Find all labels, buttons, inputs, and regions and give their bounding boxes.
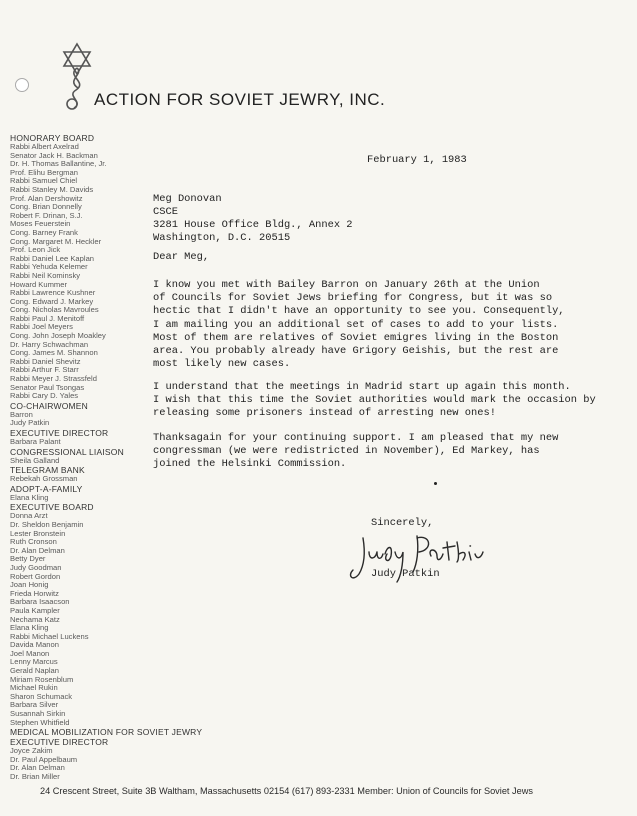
board-member: Elana Kling xyxy=(10,492,49,502)
board-member: Lenny Marcus xyxy=(10,657,58,667)
board-member: Prof. Elihu Bergman xyxy=(10,167,78,177)
board-member: Dr. Brian Miller xyxy=(10,772,60,781)
board-member: Rabbi Samuel Chiel xyxy=(10,176,78,186)
letter-date: February 1, 1983 xyxy=(367,154,467,166)
address-line: 3281 House Office Bldg., Annex 2 xyxy=(153,219,353,231)
board-member: Elana Kling xyxy=(10,623,49,633)
board-member: Gerald Naplan xyxy=(10,666,59,676)
signature-name: Judy Patkin xyxy=(371,568,440,580)
board-group xyxy=(10,133,148,401)
paragraph-line: joined the Helsinki Commission. xyxy=(153,458,347,471)
body-paragraph xyxy=(153,381,596,421)
board-group xyxy=(10,401,148,428)
board-member: Robert F. Drinan, S.J. xyxy=(10,210,83,220)
board-member: Rabbi Paul J. Menitoff xyxy=(10,313,85,323)
paragraph-line: I understand that the meetings in Madrid start up again this month. xyxy=(153,381,571,393)
closing: Sincerely, xyxy=(371,517,434,529)
board-member: Rabbi Meyer J. Strassfeld xyxy=(10,374,97,384)
board-group-title: EXECUTIVE BOARD xyxy=(10,502,94,513)
board-member: Dr. Sheldon Benjamin xyxy=(10,519,84,529)
board-member: Michael Rukin xyxy=(10,683,58,693)
board-group xyxy=(10,737,148,781)
board-group-title: MEDICAL MOBILIZATION FOR SOVIET JEWRY xyxy=(10,727,203,738)
board-group xyxy=(10,484,148,503)
board-group-title: HONORARY BOARD xyxy=(10,133,95,143)
salutation: Dear Meg, xyxy=(153,251,210,263)
board-member: Dr. Alan Delman xyxy=(10,545,65,555)
board-member: Rabbi Daniel Lee Kaplan xyxy=(10,253,95,263)
body-paragraph xyxy=(153,432,558,472)
footer-address: 24 Crescent Street, Suite 3B Waltham, Massachusetts 02154 (617) 893-2331 Member: Union of Councils for Soviet Jews xyxy=(40,786,533,796)
board-member: Dr. Alan Delman xyxy=(10,763,65,773)
paragraph-line: I wish that this time the Soviet authorities would mark the occasion by xyxy=(153,394,596,407)
board-member: Rabbi Cary D. Yales xyxy=(10,391,79,401)
board-member: Lester Bronstein xyxy=(10,528,66,538)
board-member: Joyce Zakim xyxy=(10,746,53,756)
board-member: Stephen Whitfield xyxy=(10,717,70,727)
paragraph-line: area. You probably already have Grigory Geishis, but the rest are xyxy=(153,345,559,358)
board-member: Betty Dyer xyxy=(10,554,46,564)
board-member: Ruth Cronson xyxy=(10,537,57,547)
paragraph-line: of Councils for Soviet Jews briefing for Congress, but it was so xyxy=(153,292,553,305)
address-line: Meg Donovan xyxy=(153,193,222,205)
board-member: Frieda Horwitz xyxy=(10,588,59,598)
board-member: Sharon Schumack xyxy=(10,691,73,701)
board-group-title: ADOPT-A-FAMILY xyxy=(10,483,83,494)
ink-dot xyxy=(434,482,437,485)
board-member: Rabbi Stanley M. Davids xyxy=(10,184,94,194)
board-member: Cong. Nicholas Mavroules xyxy=(10,305,99,315)
board-member: Sheila Galland xyxy=(10,455,60,465)
board-member: Cong. Barney Frank xyxy=(10,227,78,237)
board-group xyxy=(10,727,203,738)
address-line: Washington, D.C. 20515 xyxy=(153,232,291,244)
board-member: Cong. Margaret M. Heckler xyxy=(10,236,102,246)
board-group-title: TELEGRAM BANK xyxy=(10,465,85,476)
board-member: Howard Kummer xyxy=(10,279,67,289)
board-group-title: EXECUTIVE DIRECTOR xyxy=(10,428,109,438)
punch-hole xyxy=(15,78,29,92)
board-member: Prof. Alan Dershowitz xyxy=(10,193,83,203)
paragraph-line: congressman (we were redistricted in November), Ed Markey, has xyxy=(153,445,540,458)
organization-name: ACTION FOR SOVIET JEWRY, INC. xyxy=(94,90,386,109)
board-member: Robert Gordon xyxy=(10,571,61,581)
board-member: Miriam Rosenblum xyxy=(10,674,74,684)
board-group xyxy=(10,465,148,484)
paragraph-line: I know you met with Bailey Barron on January 26th at the Union xyxy=(153,279,540,291)
board-group xyxy=(10,502,148,727)
board-member: Rabbi Albert Axelrad xyxy=(10,142,79,151)
paragraph-line: I am mailing you an additional set of cases to add to your lists. xyxy=(153,318,559,331)
board-member: Cong. John Joseph Moakley xyxy=(10,331,106,341)
board-member: Rebekah Grossman xyxy=(10,474,78,484)
board-member: Nechama Katz xyxy=(10,614,60,624)
paragraph-line: Thanksagain for your continuing support. I am pleased that my new xyxy=(153,432,559,444)
board-group xyxy=(10,428,148,447)
board-member: Dr. H. Thomas Ballantine, Jr. xyxy=(10,159,107,169)
board-member: Barron xyxy=(10,409,33,419)
body-paragraph xyxy=(153,279,565,371)
address-line: CSCE xyxy=(153,206,178,218)
board-member: Barbara Isaacson xyxy=(10,597,70,607)
board-member: Rabbi Joel Meyers xyxy=(10,322,73,332)
board-member: Cong. Edward J. Markey xyxy=(10,296,94,306)
board-member: Senator Paul Tsongas xyxy=(10,382,85,392)
board-member: Prof. Leon Jick xyxy=(10,245,61,255)
board-group-title: CONGRESSIONAL LIAISON xyxy=(10,446,124,457)
board-member: Joan Honig xyxy=(10,580,49,590)
paragraph-line: most likely new cases. xyxy=(153,358,291,371)
handwritten-signature xyxy=(347,524,487,590)
board-group xyxy=(10,447,148,466)
paragraph-line: Most of them are relatives of Soviet emigres living in the Boston xyxy=(153,331,559,344)
board-member: Paula Kampler xyxy=(10,605,60,615)
board-member: Senator Jack H. Backman xyxy=(10,150,98,160)
board-member: Cong. Brian Donnelly xyxy=(10,202,82,212)
board-group-title: CO-CHAIRWOMEN xyxy=(10,400,88,411)
board-member: Dr. Paul Appelbaum xyxy=(10,754,78,764)
board-group-title: EXECUTIVE DIRECTOR xyxy=(10,737,109,748)
board-member: Rabbi Yehuda Kelemer xyxy=(10,262,88,272)
board-member: Cong. James M. Shannon xyxy=(10,348,98,358)
board-member: Rabbi Neil Kominsky xyxy=(10,270,81,280)
board-member: Judy Goodman xyxy=(10,562,62,572)
board-member: Dr. Harry Schwachman xyxy=(10,339,89,349)
paragraph-line: hectic that I didn't have an opportunity to see you. Consequently, xyxy=(153,305,565,318)
recipient-address xyxy=(153,193,353,245)
board-member: Rabbi Arthur F. Starr xyxy=(10,365,79,375)
board-member: Rabbi Michael Luckens xyxy=(10,631,89,641)
paragraph-line: releasing some prisoners instead of arresting new ones! xyxy=(153,407,496,420)
board-member: Barbara Palant xyxy=(10,437,61,446)
board-member: Rabbi Daniel Shevitz xyxy=(10,356,81,366)
board-member: Moses Feuerstein xyxy=(10,219,71,229)
board-member: Joel Manon xyxy=(10,648,50,658)
board-member: Davida Manon xyxy=(10,640,59,650)
board-member: Barbara Silver xyxy=(10,700,59,710)
board-member: Judy Patkin xyxy=(10,418,50,428)
board-member: Donna Arzt xyxy=(10,511,48,521)
board-member: Rabbi Lawrence Kushner xyxy=(10,288,96,298)
board-member: Susannah Sirkin xyxy=(10,709,66,719)
